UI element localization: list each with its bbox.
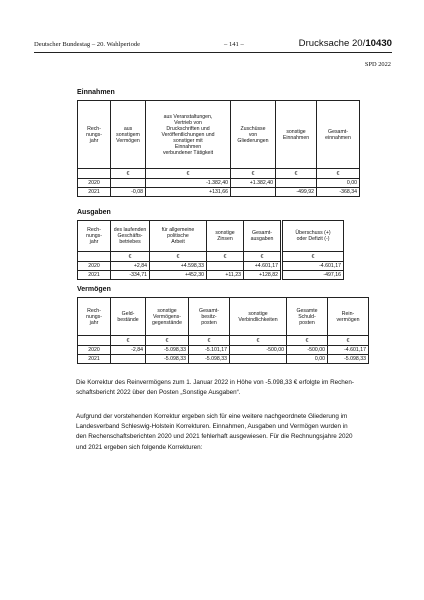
page-header (34, 40, 392, 53)
einnahmen-title: Einnahmen (77, 89, 115, 96)
unit-row-cell: € (276, 169, 317, 179)
surplus-row-cell: -497,16 (283, 271, 344, 280)
table-row-cell: 2020 (78, 179, 111, 188)
header-row-cell: sonstige Verbindlichkeiten (230, 298, 287, 336)
surplus-header-cell: Überschuss (+) oder Defizit (-) (283, 221, 344, 252)
unit-row-cell: € (231, 169, 276, 179)
header-row-cell: Gesamt- besitz- posten (189, 298, 230, 336)
table-row-cell: +452,30 (150, 271, 207, 280)
header-row-cell: Rech- nungs- jahr (78, 101, 111, 169)
table-row-cell: -1.382,40 (146, 179, 231, 188)
unit-row-cell: € (111, 169, 146, 179)
header-row-cell: Gesamt- einnahmen (317, 101, 360, 169)
table-row-cell (111, 179, 146, 188)
table-row-cell (111, 355, 146, 364)
table-row-cell: -368,34 (317, 188, 360, 197)
table-row-cell: +11,23 (207, 271, 244, 280)
vermoegen-table (77, 297, 369, 364)
surplus-row (283, 271, 344, 280)
header-row-cell: Gesamt- ausgaben (244, 221, 281, 252)
unit-row-cell: € (207, 252, 244, 262)
header-row (78, 221, 281, 252)
table-row (78, 271, 281, 280)
table-row-cell: 2020 (78, 346, 111, 355)
table-row-cell: +131,66 (146, 188, 231, 197)
document-number-value: 10430 (365, 38, 392, 49)
unit-row (78, 336, 369, 346)
surplus-unit (283, 252, 344, 262)
table-row (78, 355, 369, 364)
unit-row-cell (78, 252, 111, 262)
surplus-header (283, 221, 344, 252)
table-row-cell: +1.382,40 (231, 179, 276, 188)
table-row-cell: -5.098,33 (189, 355, 230, 364)
unit-row-cell: € (287, 336, 328, 346)
header-row-cell: Rein- vermögen (328, 298, 369, 336)
header-row-cell: Rech- nungs- jahr (78, 221, 111, 252)
header-row-cell: aus Veranstaltungen, Vertrieb von Druckschriften und Veröffentlichungen und sonstiger mit Einnahmen verbundener Tätigkeit (146, 101, 231, 169)
table-row-cell (230, 355, 287, 364)
table-row-cell: +4.601,17 (244, 262, 281, 271)
unit-row (78, 252, 281, 262)
unit-row-cell: € (230, 336, 287, 346)
table-row-cell: +128,82 (244, 271, 281, 280)
table-row-cell: 2021 (78, 271, 111, 280)
unit-row-cell (78, 336, 111, 346)
page-number: – 141 – (224, 41, 244, 48)
ausgaben-table (77, 220, 281, 280)
einnahmen-table (77, 100, 360, 197)
header-row (78, 101, 360, 169)
unit-row-cell: € (111, 336, 146, 346)
table-row-cell: -5.098,33 (328, 355, 369, 364)
table-row-cell: +2,84 (111, 262, 150, 271)
unit-row-cell: € (317, 169, 360, 179)
table-row-cell: -500,00 (287, 346, 328, 355)
unit-row-cell: € (244, 252, 281, 262)
unit-row-cell: € (328, 336, 369, 346)
header-row-cell: sonstige Zinsen (207, 221, 244, 252)
surplus-row-cell: -4.601,17 (283, 262, 344, 271)
table-row-cell (231, 188, 276, 197)
paragraph-correction: Die Korrektur des Reinvermögens zum 1. Januar 2022 in Höhe von -5.098,33 € erfolgte im Rechen- schaftsbericht 2022 über den Posten „Sonstige Ausgaben“. (76, 379, 354, 397)
surplus-table (282, 220, 344, 280)
table-row-cell: -5.098,33 (146, 346, 189, 355)
table-row-cell: -5.098,33 (146, 355, 189, 364)
table-row-cell: 2020 (78, 262, 111, 271)
table-row (78, 262, 281, 271)
unit-row (78, 169, 360, 179)
header-row (78, 298, 369, 336)
table-row-cell: -5.101,17 (189, 346, 230, 355)
table-row-cell: 0,00 (287, 355, 328, 364)
table-row (78, 179, 360, 188)
unit-row-cell: € (189, 336, 230, 346)
table-row-cell (207, 262, 244, 271)
table-row-cell: 2021 (78, 188, 111, 197)
table-row-cell: +4.598,33 (150, 262, 207, 271)
table-row-cell: -4.601,17 (328, 346, 369, 355)
header-row-cell: des laufenden Geschäfts- betriebes (111, 221, 150, 252)
table-row-cell: -0,08 (111, 188, 146, 197)
paragraph-subsequent: Aufgrund der vorstehenden Korrektur ergeben sich für eine weitere nachgeordnete Gliederung im Landesverband Schleswig-Holstein Korrekturen. Einnahmen, Ausgaben und Vermögen wurden in den Rechenschaftsberichten 2020 und 2021 fehlerhaft ausgewiesen. Für die Rechnungsjahre 2020 und 2021 ergeben sich folgende Korrekturen: (76, 413, 353, 451)
header-row-cell: aus sonstigem Vermögen (111, 101, 146, 169)
header-row-cell: sonstige Einnahmen (276, 101, 317, 169)
unit-row-cell: € (111, 252, 150, 262)
table-row-cell: -2,84 (111, 346, 146, 355)
surplus-unit-cell: € (283, 252, 344, 262)
surplus-row (283, 262, 344, 271)
header-row-cell: Zuschüsse von Gliederungen (231, 101, 276, 169)
header-row-cell: Rech- nungs- jahr (78, 298, 111, 336)
party-label: SPD 2022 (364, 61, 391, 68)
document-number-prefix: Drucksache 20/ (298, 38, 366, 49)
vermoegen-title: Vermögen (77, 286, 111, 293)
table-row-cell: 0,00 (317, 179, 360, 188)
header-row-cell: für allgemeine politische Arbeit (150, 221, 207, 252)
header-row-cell: Gesamte Schuld- posten (287, 298, 328, 336)
unit-row-cell (78, 169, 111, 179)
table-row-cell (276, 179, 317, 188)
ausgaben-title: Ausgaben (77, 209, 111, 216)
header-row-cell: sonstige Vermögens- gegenstände (146, 298, 189, 336)
unit-row-cell: € (146, 336, 189, 346)
header-row-cell: Geld- bestände (111, 298, 146, 336)
table-row (78, 188, 360, 197)
table-row (78, 346, 369, 355)
header-left: Deutscher Bundestag – 20. Wahlperiode (34, 41, 141, 48)
table-row-cell: -500,00 (230, 346, 287, 355)
unit-row-cell: € (150, 252, 207, 262)
table-row-cell: 2021 (78, 355, 111, 364)
document-number (299, 38, 392, 49)
unit-row-cell: € (146, 169, 231, 179)
table-row-cell: -334,71 (111, 271, 150, 280)
table-row-cell: -499,92 (276, 188, 317, 197)
